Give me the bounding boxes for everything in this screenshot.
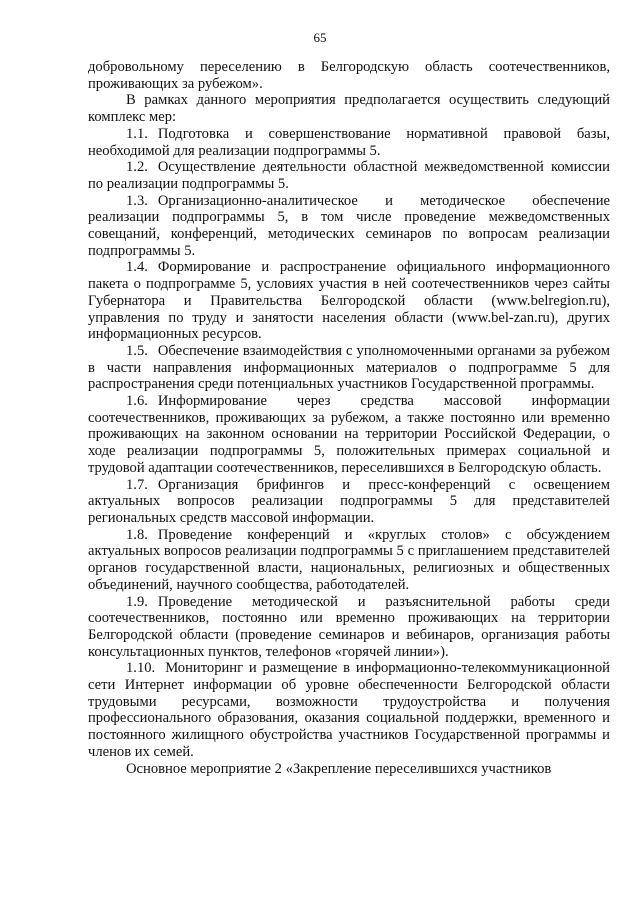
document-body <box>88 59 610 777</box>
list-item-1-7: 1.7. Организация брифингов и пресс-конференций с освещением актуальных вопросов реализации подпрограммы 5 для представителей региональных средств массовой информации. <box>88 476 610 526</box>
list-item-1-6: 1.6. Информирование через средства массовой информации соотечественников, проживающих за рубежом, а также постоянно или временно проживающих на законном основании на территории Российской Федерации, о ходе реализации подпрограммы 5, положительных примерах социальной и трудовой адаптации соотечественников, переселившихся в Белгородскую область. <box>88 393 610 476</box>
list-item-1-2: 1.2. Осуществление деятельности областной межведомственной комиссии по реализации подпрограммы 5. <box>88 159 610 192</box>
list-item-1-4: 1.4. Формирование и распространение официального информационного пакета о подпрограмме 5, условиях участия в ней соотечественников через сайты Губернатора и Правительства Белгородской области (www.belregion.ru), управления по труду и занятости населения области (www.bel-zan.ru), других информационных ресурсов. <box>88 259 610 343</box>
page-number: 65 <box>313 30 327 45</box>
paragraph-continuation: добровольному переселению в Белгородскую область соотечественников, проживающих за рубежом». <box>88 59 610 92</box>
list-item-1-5: 1.5. Обеспечение взаимодействия с уполномоченными органами за рубежом в части направления информационных материалов о подпрограмме 5 для распространения среди потенциальных участников Государственной программы. <box>88 342 610 393</box>
list-item-1-10: 1.10. Мониторинг и размещение в информационно-телекоммуникационной сети Интернет информации об уровне обеспеченности Белгородской области трудовыми ресурсами, возможности трудоустройства и получения профессионального образования, оказания социальной поддержки, временного и постоянного жилищного обустройства участников Государственной программы и членов их семей. <box>88 660 610 760</box>
paragraph-intro: В рамках данного мероприятия предполагается осуществить следующий комплекс мер: <box>88 92 610 126</box>
list-item-1-9: 1.9. Проведение методической и разъяснительной работы среди соотечественников, постоянно или временно проживающих на территории Белгородской области (проведение семинаров и вебинаров, организация работы консультационных пунктов, телефонов «горячей линии»). <box>88 593 610 660</box>
list-item-1-8: 1.8. Проведение конференций и «круглых столов» с обсуждением актуальных вопросов реализации подпрограммы 5 с приглашением представителей органов государственной власти, национальных, религиозных и общественных объединений, научного сообщества, работодателей. <box>88 526 610 593</box>
list-item-1-1: 1.1. Подготовка и совершенствование нормативной правовой базы, необходимой для реализации подпрограммы 5. <box>88 125 610 159</box>
paragraph-main-activity-2: Основное мероприятие 2 «Закрепление переселившихся участников <box>126 760 552 777</box>
list-item-1-3: 1.3. Организационно-аналитическое и методическое обеспечение реализации подпрограммы 5, в том числе проведение межведомственных совещаний, конференций, методических семинаров по вопросам реализации подпрограммы 5. <box>88 192 610 259</box>
